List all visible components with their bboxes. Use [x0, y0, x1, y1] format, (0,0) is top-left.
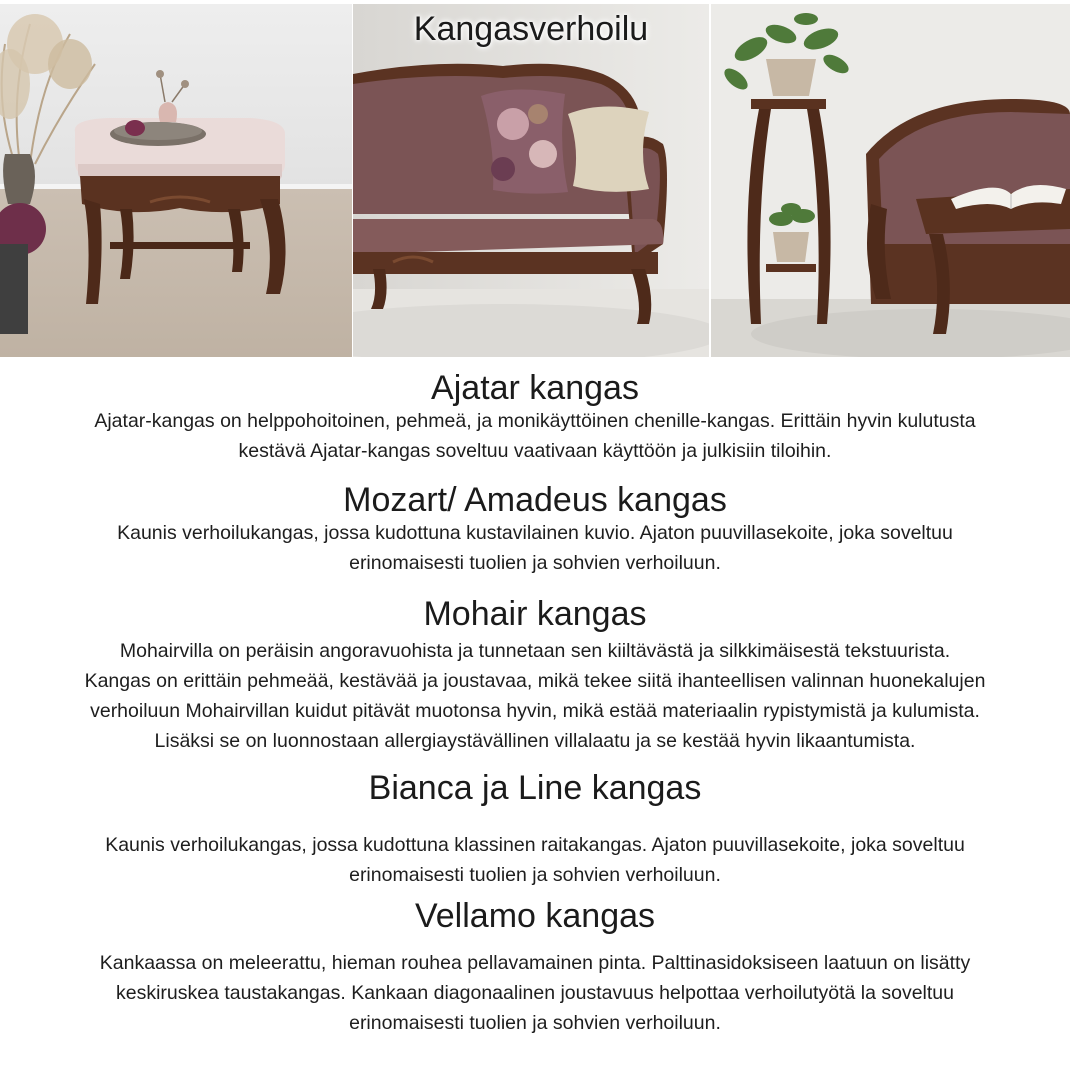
sofa-photo [353, 4, 709, 357]
section-text-mohair [10, 636, 1060, 756]
section-text-vellamo [10, 948, 1060, 1038]
text-line: Ajatar-kangas on helppohoitoinen, pehmeä, ja monikäyttöinen chenille-kangas. Erittäin hyvin kulutusta [94, 410, 976, 432]
text-line: Kaunis verhoilukangas, jossa kudottuna kustavilainen kuvio. Ajaton puuvillasekoite, joka soveltuu [117, 522, 953, 544]
plant-stand-photo [711, 4, 1070, 357]
stool-photo [0, 4, 352, 357]
section-title-vellamo: Vellamo kangas [414, 897, 656, 935]
text-line: keskiruskea taustakangas. Kankaan diagonaalinen joustavuus helpottaa verhoilutyötä la soveltuu [116, 982, 954, 1004]
section-text-bianca [10, 830, 1060, 890]
text-line: erinomaisesti tuolien ja sohvien verhoiluun. [349, 1012, 721, 1034]
text-line: erinomaisesti tuolien ja sohvien verhoiluun. [349, 864, 721, 886]
text-line: Kangas on erittäin pehmeää, kestävää ja joustavaa, mikä tekee siitä ihanteellisen valinnan huonekalujen [84, 670, 986, 692]
upholstered-sofa-image [353, 4, 709, 357]
section-title-mohair: Mohair kangas [423, 595, 647, 633]
section-title-ajatar: Ajatar kangas [431, 369, 639, 407]
section-title-bianca: Bianca ja Line kangas [368, 769, 702, 807]
text-line: Lisäksi se on luonnostaan allergiaystävällinen villalaatu ja se kestää hyvin likaantumista. [154, 730, 916, 752]
photo-strip [0, 0, 1070, 357]
upholstered-stool-image [0, 4, 352, 357]
banner-title: Kangasverhoilu [413, 10, 649, 48]
section-title-mozart: Mozart/ Amadeus kangas [343, 481, 727, 519]
section-text-ajatar [10, 406, 1060, 466]
plant-stand-and-armchair-image [711, 4, 1070, 357]
text-line: Kaunis verhoilukangas, jossa kudottuna klassinen raitakangas. Ajaton puuvillasekoite, joka soveltuu [105, 834, 965, 856]
text-line: Mohairvilla on peräisin angoravuohista ja tunnetaan sen kiiltävästä ja silkkimäisestä tekstuurista. [119, 640, 951, 662]
section-text-mozart [10, 518, 1060, 578]
text-line: kestävä Ajatar-kangas soveltuu vaativaan käyttöön ja julkisiin tiloihin. [238, 440, 832, 462]
text-line: Kankaassa on meleerattu, hieman rouhea pellavamainen pinta. Palttinasidoksiseen laatuun on lisätty [99, 952, 971, 974]
text-line: erinomaisesti tuolien ja sohvien verhoiluun. [349, 552, 721, 574]
text-line: verhoiluun Mohairvillan kuidut pitävät muotonsa hyvin, mikä estää materiaalin rypistymistä ja kulumista. [90, 700, 980, 722]
